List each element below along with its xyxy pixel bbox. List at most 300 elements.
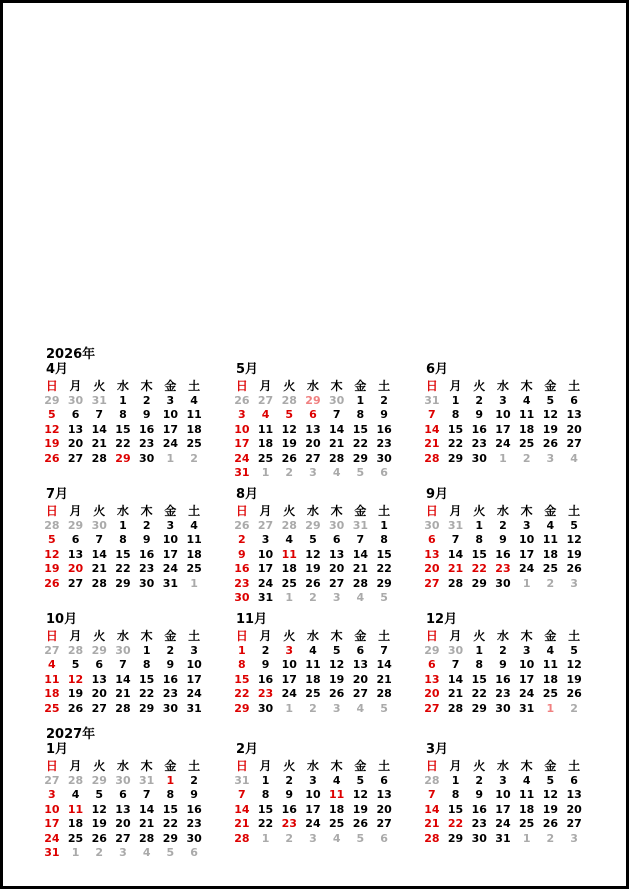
weekday-header-cell: 水 bbox=[306, 503, 319, 518]
date-cell: 26 bbox=[566, 687, 582, 701]
date-cell: 3 bbox=[119, 846, 127, 860]
date-cell: 26 bbox=[352, 817, 369, 831]
date-cell: 26 bbox=[44, 451, 60, 465]
weekday-header-cell: 火 bbox=[283, 378, 296, 393]
date-cell: 10 bbox=[162, 408, 179, 422]
date-cell: 2 bbox=[546, 576, 555, 590]
date-cell: 5 bbox=[570, 518, 578, 532]
date-cell: 4 bbox=[190, 518, 198, 532]
date-cell: 4 bbox=[190, 393, 198, 407]
weekday-header-cell: 水 bbox=[116, 758, 129, 773]
date-cell: 5 bbox=[356, 773, 365, 787]
date-cell: 31 bbox=[447, 518, 464, 532]
date-cell: 7 bbox=[238, 788, 246, 802]
date-cell: 23 bbox=[376, 437, 392, 451]
weekday-header-cell: 木 bbox=[140, 628, 153, 643]
date-cell: 12 bbox=[281, 422, 297, 436]
date-cell: 21 bbox=[91, 437, 107, 451]
date-cell: 6 bbox=[380, 773, 388, 787]
date-cell: 11 bbox=[542, 533, 559, 547]
weekday-header-cell: 月 bbox=[259, 503, 272, 518]
date-cell: 18 bbox=[257, 437, 274, 451]
month-row-jul-sep bbox=[40, 487, 586, 605]
date-cell: 2 bbox=[238, 533, 246, 547]
date-cell: 13 bbox=[305, 422, 321, 436]
date-cell: 18 bbox=[519, 422, 535, 436]
date-cell: 8 bbox=[238, 658, 246, 672]
date-cell: 2 bbox=[309, 591, 317, 605]
date-cell: 4 bbox=[332, 466, 341, 480]
weekday-header-cell: 水 bbox=[116, 503, 129, 518]
date-cell: 6 bbox=[190, 846, 198, 860]
month-row-apr-jun bbox=[40, 362, 586, 480]
date-cell: 6 bbox=[119, 788, 127, 802]
date-cell: 12 bbox=[542, 408, 559, 422]
date-cell: 11 bbox=[305, 658, 321, 672]
date-cell: 3 bbox=[522, 518, 531, 532]
date-cell: 27 bbox=[67, 576, 84, 590]
weekday-header-cell: 月 bbox=[259, 628, 272, 643]
month-block bbox=[230, 612, 396, 716]
date-cell: 30 bbox=[495, 701, 511, 715]
weekday-header-cell: 金 bbox=[164, 758, 177, 773]
date-cell: 1 bbox=[166, 451, 175, 465]
date-cell: 22 bbox=[376, 562, 392, 576]
date-cell: 18 bbox=[186, 422, 202, 436]
date-cell: 6 bbox=[356, 643, 365, 657]
date-cell: 31 bbox=[44, 846, 60, 860]
date-cell: 18 bbox=[542, 672, 559, 686]
weekday-header-cell: 火 bbox=[93, 378, 106, 393]
date-cell: 3 bbox=[546, 451, 555, 465]
date-cell: 6 bbox=[428, 533, 436, 547]
date-cell: 31 bbox=[234, 466, 250, 480]
date-cell: 17 bbox=[281, 672, 297, 686]
date-cell: 19 bbox=[91, 817, 107, 831]
date-cell: 12 bbox=[67, 672, 84, 686]
date-cell: 23 bbox=[162, 687, 179, 701]
date-cell: 6 bbox=[309, 408, 317, 422]
date-cell: 3 bbox=[261, 533, 270, 547]
date-cell: 29 bbox=[376, 576, 392, 590]
date-cell: 3 bbox=[570, 576, 578, 590]
date-cell: 12 bbox=[44, 547, 60, 561]
month-grid bbox=[230, 378, 396, 480]
date-cell: 24 bbox=[519, 562, 535, 576]
date-cell: 2 bbox=[285, 831, 294, 845]
date-cell: 27 bbox=[257, 393, 274, 407]
weekday-header-cell: 火 bbox=[473, 758, 486, 773]
date-cell: 4 bbox=[71, 788, 80, 802]
weekday-header-cell: 月 bbox=[259, 758, 272, 773]
date-cell: 19 bbox=[566, 672, 582, 686]
weekday-header-cell: 日 bbox=[425, 758, 438, 773]
date-cell: 25 bbox=[329, 817, 345, 831]
date-cell: 2 bbox=[95, 846, 104, 860]
weekday-header-cell: 日 bbox=[235, 503, 248, 518]
date-cell: 9 bbox=[190, 788, 198, 802]
date-cell: 19 bbox=[281, 437, 297, 451]
weekday-header-cell: 日 bbox=[45, 758, 58, 773]
date-cell: 21 bbox=[447, 687, 464, 701]
month-label: 9月 bbox=[426, 487, 449, 502]
date-cell: 4 bbox=[48, 658, 56, 672]
date-cell: 1 bbox=[119, 393, 127, 407]
weekday-header-cell: 日 bbox=[235, 378, 248, 393]
weekday-header-cell: 日 bbox=[45, 378, 58, 393]
date-cell: 8 bbox=[356, 408, 365, 422]
date-cell: 8 bbox=[119, 533, 127, 547]
date-cell: 13 bbox=[91, 672, 107, 686]
date-cell: 22 bbox=[471, 562, 487, 576]
date-cell: 24 bbox=[495, 817, 511, 831]
date-cell: 1 bbox=[546, 701, 555, 715]
date-cell: 5 bbox=[48, 533, 56, 547]
date-cell: 24 bbox=[519, 687, 535, 701]
date-cell: 2 bbox=[570, 701, 578, 715]
date-cell: 13 bbox=[566, 788, 582, 802]
date-cell: 16 bbox=[257, 672, 274, 686]
month-label: 8月 bbox=[236, 487, 259, 502]
weekday-header-cell: 金 bbox=[544, 503, 557, 518]
date-cell: 6 bbox=[71, 533, 80, 547]
date-cell: 29 bbox=[305, 393, 321, 407]
date-cell: 31 bbox=[91, 393, 107, 407]
date-cell: 4 bbox=[285, 533, 294, 547]
date-cell: 19 bbox=[542, 422, 559, 436]
month-block bbox=[230, 362, 396, 480]
date-cell: 8 bbox=[380, 533, 388, 547]
date-cell: 15 bbox=[115, 547, 131, 561]
date-cell: 3 bbox=[309, 466, 317, 480]
date-cell: 26 bbox=[91, 831, 107, 845]
weekday-header-cell: 土 bbox=[188, 378, 201, 393]
date-cell: 14 bbox=[352, 547, 369, 561]
date-cell: 19 bbox=[566, 547, 582, 561]
date-cell: 4 bbox=[309, 643, 317, 657]
date-cell: 8 bbox=[451, 788, 460, 802]
date-cell: 30 bbox=[329, 518, 345, 532]
date-cell: 31 bbox=[234, 773, 250, 787]
weekday-header-cell: 木 bbox=[140, 503, 153, 518]
date-cell: 20 bbox=[115, 817, 131, 831]
date-cell: 30 bbox=[139, 576, 155, 590]
weekday-header-cell: 火 bbox=[283, 503, 296, 518]
date-cell: 3 bbox=[309, 773, 317, 787]
date-cell: 1 bbox=[285, 701, 294, 715]
month-row-jan-mar bbox=[40, 742, 586, 860]
date-cell: 28 bbox=[447, 576, 464, 590]
date-cell: 26 bbox=[305, 576, 321, 590]
date-cell: 27 bbox=[257, 518, 274, 532]
date-cell: 22 bbox=[471, 687, 487, 701]
date-cell: 9 bbox=[238, 547, 246, 561]
date-cell: 11 bbox=[67, 802, 84, 816]
date-cell: 18 bbox=[519, 802, 535, 816]
date-cell: 13 bbox=[329, 547, 345, 561]
date-cell: 12 bbox=[305, 547, 321, 561]
date-cell: 23 bbox=[495, 687, 511, 701]
date-cell: 24 bbox=[162, 437, 179, 451]
date-cell: 4 bbox=[570, 451, 578, 465]
date-cell: 1 bbox=[475, 643, 484, 657]
date-cell: 1 bbox=[190, 576, 198, 590]
date-cell: 5 bbox=[356, 466, 365, 480]
date-cell: 3 bbox=[499, 773, 507, 787]
date-cell: 9 bbox=[380, 408, 388, 422]
date-cell: 23 bbox=[139, 437, 155, 451]
date-cell: 23 bbox=[495, 562, 511, 576]
weekday-header-cell: 火 bbox=[283, 628, 296, 643]
weekday-header-cell: 月 bbox=[449, 503, 462, 518]
date-cell: 7 bbox=[95, 533, 104, 547]
date-cell: 30 bbox=[376, 451, 392, 465]
date-cell: 9 bbox=[475, 788, 484, 802]
date-cell: 17 bbox=[519, 547, 535, 561]
date-cell: 27 bbox=[67, 451, 84, 465]
date-cell: 13 bbox=[424, 672, 440, 686]
date-cell: 9 bbox=[142, 408, 151, 422]
date-cell: 22 bbox=[447, 817, 464, 831]
date-cell: 25 bbox=[44, 701, 60, 715]
date-cell: 1 bbox=[475, 518, 484, 532]
date-cell: 2 bbox=[190, 451, 198, 465]
date-cell: 3 bbox=[238, 408, 246, 422]
date-cell: 14 bbox=[447, 672, 464, 686]
weekday-header-cell: 土 bbox=[378, 503, 391, 518]
date-cell: 12 bbox=[44, 422, 60, 436]
date-cell: 25 bbox=[257, 451, 274, 465]
date-cell: 29 bbox=[305, 518, 321, 532]
date-cell: 20 bbox=[352, 672, 369, 686]
date-cell: 4 bbox=[356, 701, 365, 715]
month-block bbox=[230, 487, 396, 605]
date-cell: 12 bbox=[329, 658, 345, 672]
date-cell: 14 bbox=[91, 547, 107, 561]
date-cell: 17 bbox=[162, 422, 179, 436]
date-cell: 24 bbox=[281, 687, 297, 701]
date-cell: 17 bbox=[186, 672, 202, 686]
weekday-header-cell: 月 bbox=[69, 758, 82, 773]
month-block bbox=[40, 362, 206, 480]
date-cell: 10 bbox=[495, 408, 511, 422]
date-cell: 24 bbox=[162, 562, 179, 576]
date-cell: 14 bbox=[376, 658, 392, 672]
date-cell: 27 bbox=[566, 437, 582, 451]
date-cell: 1 bbox=[522, 576, 531, 590]
month-grid bbox=[40, 503, 206, 591]
date-cell: 4 bbox=[142, 846, 151, 860]
weekday-header-cell: 土 bbox=[568, 758, 581, 773]
date-cell: 22 bbox=[447, 437, 464, 451]
date-cell: 5 bbox=[380, 591, 388, 605]
weekday-header-cell: 水 bbox=[306, 628, 319, 643]
weekday-header-cell: 金 bbox=[354, 758, 367, 773]
weekday-header-cell: 木 bbox=[520, 628, 533, 643]
month-block bbox=[420, 742, 586, 860]
weekday-header-cell: 水 bbox=[116, 628, 129, 643]
date-cell: 4 bbox=[522, 393, 531, 407]
date-cell: 22 bbox=[234, 687, 250, 701]
date-cell: 30 bbox=[495, 576, 511, 590]
date-cell: 30 bbox=[186, 831, 202, 845]
date-cell: 28 bbox=[67, 643, 84, 657]
date-cell: 28 bbox=[139, 831, 155, 845]
date-cell: 8 bbox=[451, 408, 460, 422]
date-cell: 10 bbox=[257, 547, 274, 561]
date-cell: 3 bbox=[190, 643, 198, 657]
date-cell: 13 bbox=[67, 547, 84, 561]
date-cell: 26 bbox=[281, 451, 297, 465]
date-cell: 28 bbox=[91, 576, 107, 590]
date-cell: 10 bbox=[162, 533, 179, 547]
date-cell: 19 bbox=[329, 672, 345, 686]
date-cell: 27 bbox=[566, 817, 582, 831]
weekday-header-cell: 月 bbox=[69, 628, 82, 643]
date-cell: 27 bbox=[352, 687, 369, 701]
weekday-header-cell: 土 bbox=[378, 758, 391, 773]
date-cell: 12 bbox=[566, 658, 582, 672]
date-cell: 30 bbox=[115, 773, 131, 787]
date-cell: 7 bbox=[451, 658, 460, 672]
date-cell: 1 bbox=[451, 393, 460, 407]
weekday-header-cell: 日 bbox=[425, 378, 438, 393]
date-cell: 2 bbox=[522, 451, 531, 465]
date-cell: 25 bbox=[519, 817, 535, 831]
date-cell: 29 bbox=[44, 393, 60, 407]
date-cell: 10 bbox=[495, 788, 511, 802]
date-cell: 29 bbox=[471, 576, 487, 590]
month-label: 1月 bbox=[46, 742, 69, 757]
date-cell: 28 bbox=[281, 518, 297, 532]
date-cell: 14 bbox=[447, 547, 464, 561]
date-cell: 27 bbox=[424, 701, 440, 715]
month-row-oct-dec bbox=[40, 612, 586, 716]
weekday-header-cell: 月 bbox=[449, 378, 462, 393]
date-cell: 16 bbox=[376, 422, 392, 436]
date-cell: 16 bbox=[471, 422, 487, 436]
date-cell: 3 bbox=[570, 831, 578, 845]
date-cell: 1 bbox=[71, 846, 80, 860]
date-cell: 31 bbox=[186, 701, 202, 715]
date-cell: 14 bbox=[329, 422, 345, 436]
date-cell: 19 bbox=[305, 562, 321, 576]
weekday-header-cell: 金 bbox=[354, 378, 367, 393]
date-cell: 1 bbox=[356, 393, 365, 407]
date-cell: 14 bbox=[139, 802, 155, 816]
month-label: 3月 bbox=[426, 742, 449, 757]
weekday-header-cell: 日 bbox=[425, 503, 438, 518]
date-cell: 7 bbox=[451, 533, 460, 547]
weekday-header-cell: 金 bbox=[354, 503, 367, 518]
date-cell: 20 bbox=[424, 687, 440, 701]
month-grid bbox=[420, 758, 586, 846]
year-label-2026: 2026年 bbox=[46, 347, 96, 362]
date-cell: 26 bbox=[44, 576, 60, 590]
date-cell: 1 bbox=[261, 466, 270, 480]
date-cell: 28 bbox=[424, 773, 440, 787]
date-cell: 9 bbox=[499, 533, 507, 547]
date-cell: 30 bbox=[447, 643, 464, 657]
date-cell: 6 bbox=[428, 658, 436, 672]
weekday-header-cell: 木 bbox=[140, 378, 153, 393]
date-cell: 28 bbox=[376, 687, 392, 701]
date-cell: 1 bbox=[142, 643, 151, 657]
date-cell: 5 bbox=[546, 393, 555, 407]
date-cell: 28 bbox=[447, 701, 464, 715]
date-cell: 28 bbox=[115, 701, 131, 715]
weekday-header-cell: 月 bbox=[69, 378, 82, 393]
month-block bbox=[40, 487, 206, 605]
date-cell: 17 bbox=[305, 802, 321, 816]
date-cell: 3 bbox=[309, 831, 317, 845]
month-label: 11月 bbox=[236, 612, 268, 627]
date-cell: 23 bbox=[139, 562, 155, 576]
date-cell: 20 bbox=[424, 562, 440, 576]
date-cell: 16 bbox=[495, 672, 511, 686]
weekday-header-cell: 月 bbox=[259, 378, 272, 393]
weekday-header-cell: 火 bbox=[473, 628, 486, 643]
date-cell: 13 bbox=[67, 422, 84, 436]
date-cell: 1 bbox=[522, 831, 531, 845]
date-cell: 7 bbox=[356, 533, 365, 547]
date-cell: 24 bbox=[44, 831, 60, 845]
date-cell: 10 bbox=[186, 658, 202, 672]
date-cell: 16 bbox=[186, 802, 202, 816]
weekday-header-cell: 木 bbox=[140, 758, 153, 773]
date-cell: 19 bbox=[44, 437, 60, 451]
date-cell: 1 bbox=[261, 831, 270, 845]
date-cell: 27 bbox=[305, 451, 321, 465]
month-label: 10月 bbox=[46, 612, 78, 627]
date-cell: 30 bbox=[91, 518, 107, 532]
weekday-header-cell: 火 bbox=[283, 758, 296, 773]
date-cell: 28 bbox=[352, 576, 369, 590]
date-cell: 26 bbox=[67, 701, 84, 715]
weekday-header-cell: 金 bbox=[544, 758, 557, 773]
date-cell: 10 bbox=[519, 658, 535, 672]
weekday-header-cell: 水 bbox=[496, 378, 509, 393]
date-cell: 10 bbox=[519, 533, 535, 547]
date-cell: 16 bbox=[139, 547, 155, 561]
date-cell: 7 bbox=[428, 408, 436, 422]
date-cell: 27 bbox=[91, 701, 107, 715]
date-cell: 11 bbox=[281, 547, 297, 561]
month-block bbox=[420, 362, 586, 480]
weekday-header-cell: 金 bbox=[354, 628, 367, 643]
date-cell: 29 bbox=[139, 701, 155, 715]
date-cell: 19 bbox=[44, 562, 60, 576]
weekday-header-cell: 土 bbox=[568, 378, 581, 393]
month-grid bbox=[420, 378, 586, 466]
date-cell: 11 bbox=[519, 408, 535, 422]
date-cell: 26 bbox=[329, 687, 345, 701]
date-cell: 25 bbox=[542, 687, 559, 701]
month-label: 7月 bbox=[46, 487, 69, 502]
date-cell: 8 bbox=[475, 533, 484, 547]
date-cell: 31 bbox=[139, 773, 155, 787]
date-cell: 24 bbox=[234, 451, 250, 465]
date-cell: 25 bbox=[519, 437, 535, 451]
date-cell: 6 bbox=[95, 658, 104, 672]
date-cell: 20 bbox=[67, 562, 84, 576]
date-cell: 21 bbox=[424, 437, 440, 451]
date-cell: 20 bbox=[305, 437, 321, 451]
date-cell: 21 bbox=[352, 562, 369, 576]
date-cell: 29 bbox=[424, 643, 440, 657]
date-cell: 25 bbox=[542, 562, 559, 576]
date-cell: 23 bbox=[186, 817, 202, 831]
